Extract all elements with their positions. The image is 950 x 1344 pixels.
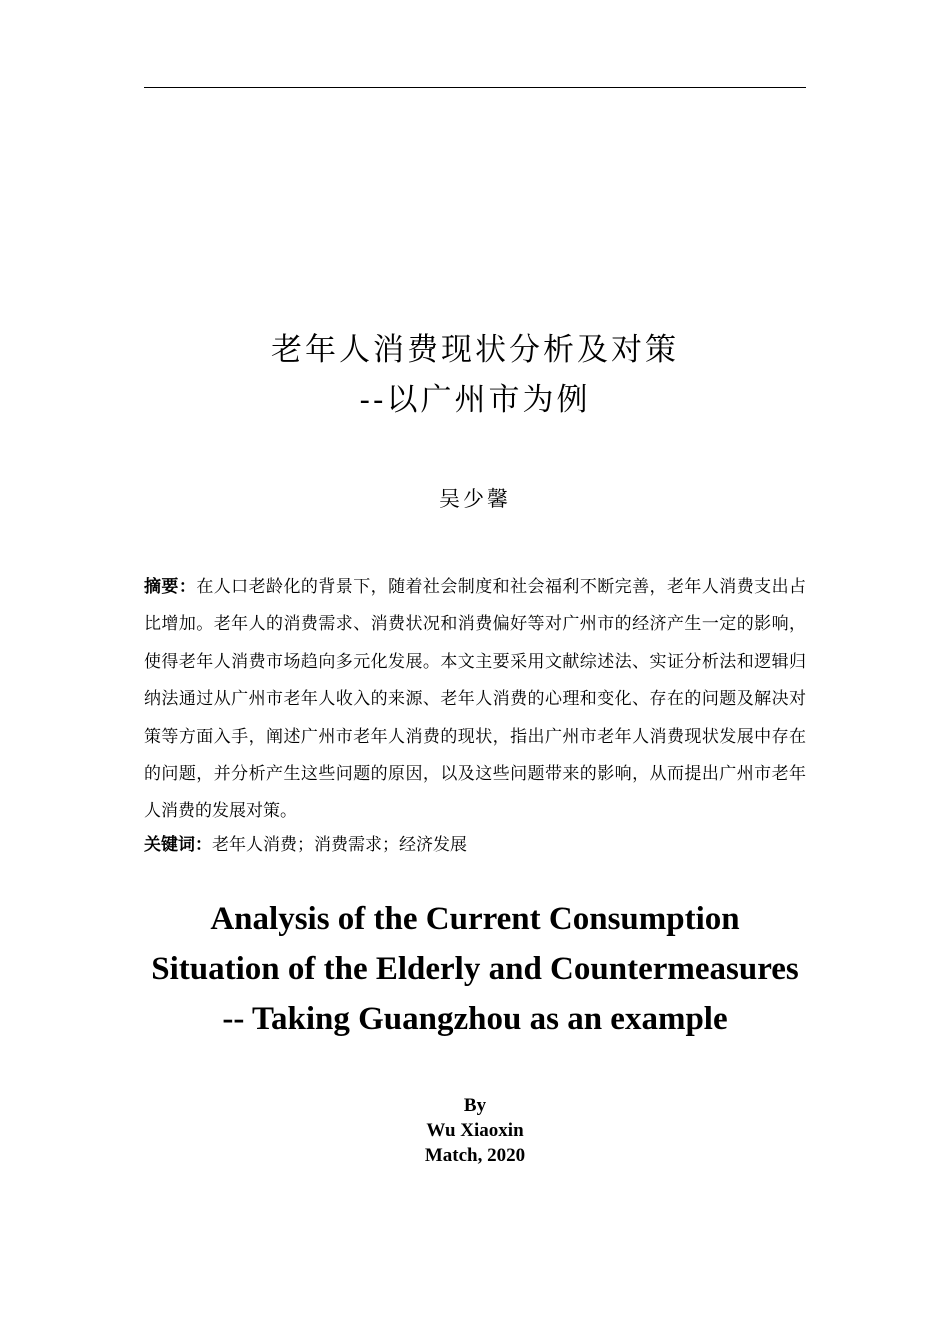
chinese-title-line-1: 老年人消费现状分析及对策 (271, 332, 679, 368)
chinese-keywords (144, 827, 806, 864)
english-by: By (463, 1095, 487, 1116)
english-author: Wu Xiaoxin (426, 1120, 524, 1141)
keywords-text: 老年人消费；消费需求；经济发展 (212, 835, 467, 855)
chinese-abstract (144, 569, 806, 831)
abstract-text: 在人口老龄化的背景下，随着社会制度和社会福利不断完善，老年人消费支出占比增加。老年人的消费需求、消费状况和消费偏好等对广州市的经济产生一定的影响，使得老年人消费市场趋向多元化发展。本文主要采用文献综述法、实证分析法和逻辑归纳法通过从广州市老年人收入的来源、老年人消费的心理和变化、存在的问题及解决对策等方面入手，阐述广州市老年人消费的现状，指出广州市老年人消费现状发展中存在的问题，并分析产生这些问题的原因，以及这些问题带来的影响，从而提出广州市老年人消费的发展对策。 (144, 577, 807, 822)
header-rule (144, 87, 806, 88)
english-date: Match, 2020 (424, 1145, 526, 1166)
chinese-author: 吴少馨 (439, 487, 511, 511)
chinese-title-line-2: --以广州市为例 (359, 382, 591, 418)
keywords-label: 关键词： (144, 835, 212, 855)
abstract-label: 摘要： (144, 577, 197, 597)
english-title: Analysis of the Current Consumption Situation of the Elderly and Countermeasures -- Taking Guangzhou as an example (151, 901, 799, 1037)
